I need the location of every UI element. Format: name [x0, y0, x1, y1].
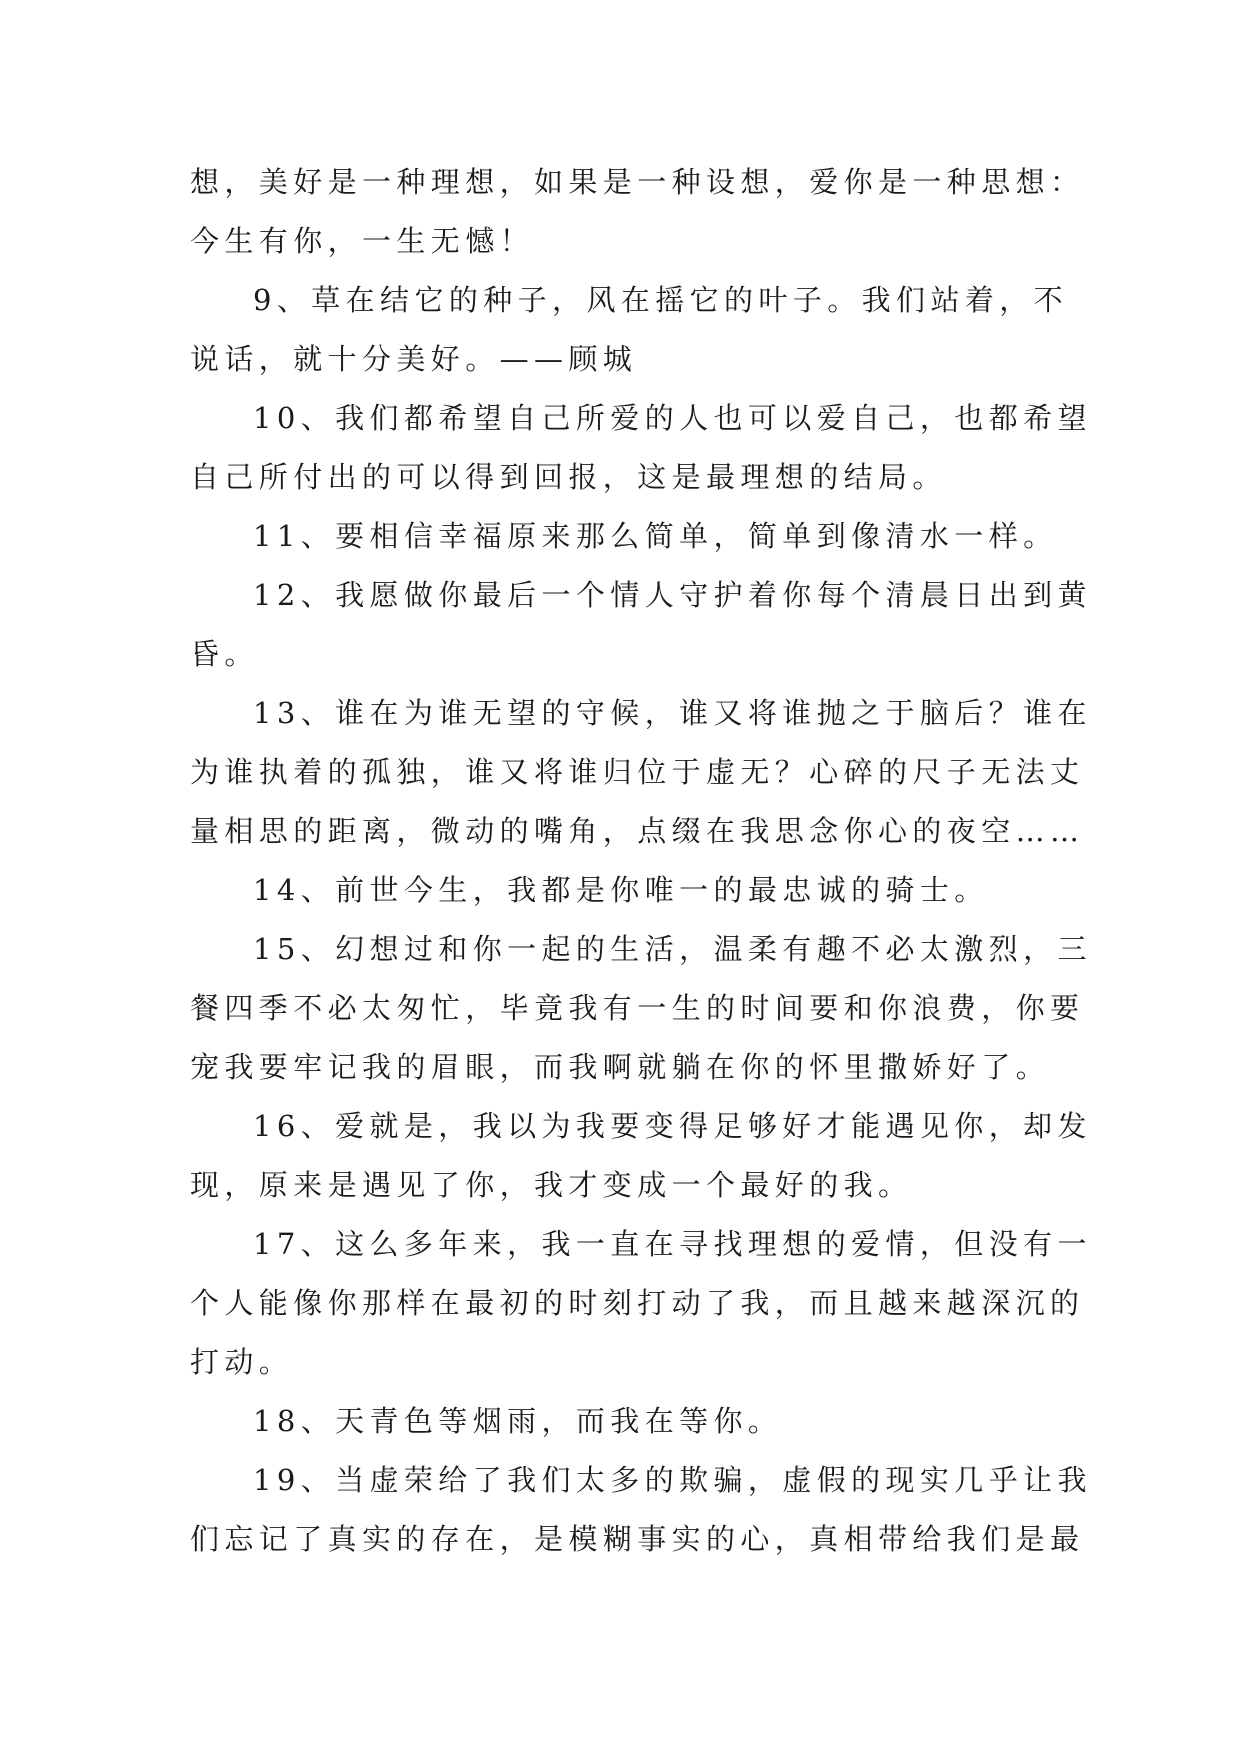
text-line: 打动。: [190, 1345, 294, 1379]
text-line: 现，原来是遇见了你，我才变成一个最好的我。: [190, 1168, 913, 1202]
quote-item-9: 9、草在结它的种子，风在摇它的叶子。我们站着，不: [253, 283, 1069, 317]
quote-item-18: 18、天青色等烟雨，而我在等你。: [253, 1404, 783, 1438]
text-line: 量相思的距离，微动的嘴角，点缀在我思念你心的夜空……: [190, 814, 1085, 848]
quote-item-15: 15、幻想过和你一起的生活，温柔有趣不必太激烈，三: [253, 932, 1092, 966]
quote-item-12: 12、我愿做你最后一个情人守护着你每个清晨日出到黄: [253, 578, 1092, 612]
quote-item-10: 10、我们都希望自己所爱的人也可以爱自己，也都希望: [253, 401, 1092, 435]
text-line: 今生有你，一生无憾！: [190, 224, 535, 258]
quote-item-14: 14、前世今生，我都是你唯一的最忠诚的骑士。: [253, 873, 989, 907]
document-body: [190, 153, 1092, 1569]
text-line: 自己所付出的可以得到回报，这是最理想的结局。: [190, 460, 947, 494]
text-line: 个人能像你那样在最初的时刻打动了我，而且越来越深沉的: [190, 1286, 1085, 1320]
quote-item-13: 13、谁在为谁无望的守候，谁又将谁抛之于脑后？谁在: [253, 696, 1092, 730]
quote-item-17: 17、这么多年来，我一直在寻找理想的爱情，但没有一: [253, 1227, 1092, 1261]
text-line: 餐四季不必太匆忙，毕竟我有一生的时间要和你浪费，你要: [190, 991, 1085, 1025]
text-line: 宠我要牢记我的眉眼，而我啊就躺在你的怀里撒娇好了。: [190, 1050, 1051, 1084]
text-line: 说话，就十分美好。——顾城: [190, 342, 638, 376]
text-line: 们忘记了真实的存在，是模糊事实的心，真相带给我们是最: [190, 1522, 1085, 1556]
quote-item-11: 11、要相信幸福原来那么简单，简单到像清水一样。: [253, 519, 1058, 553]
quote-item-16: 16、爱就是，我以为我要变得足够好才能遇见你，却发: [253, 1109, 1092, 1143]
text-line: 昏。: [190, 637, 259, 671]
text-line: 想，美好是一种理想，如果是一种设想，爱你是一种思想：: [190, 165, 1085, 199]
text-line: 为谁执着的孤独，谁又将谁归位于虚无？心碎的尺子无法丈: [190, 755, 1085, 789]
quote-item-19: 19、当虚荣给了我们太多的欺骗，虚假的现实几乎让我: [253, 1463, 1092, 1497]
